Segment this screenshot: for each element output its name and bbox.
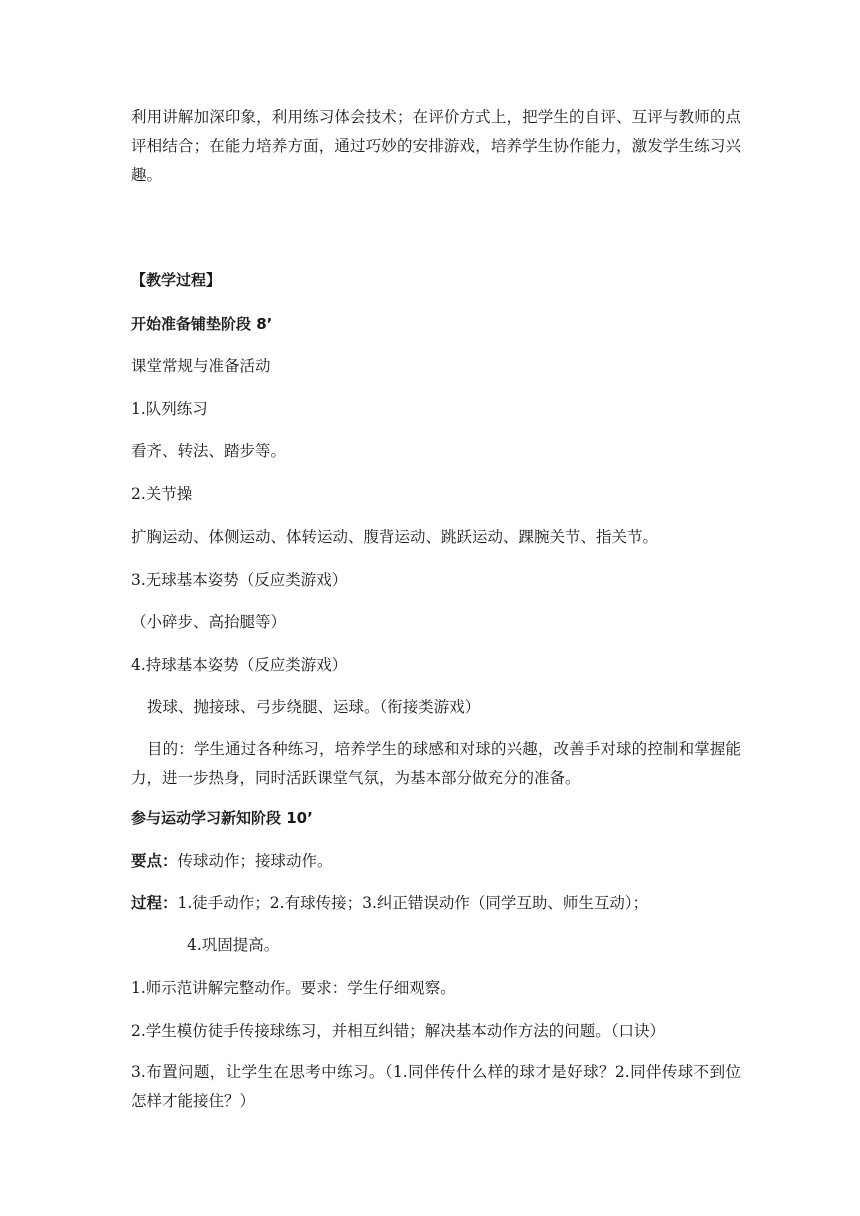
- item1-title: 1.队列练习: [131, 400, 208, 418]
- section-heading: 【教学过程】: [131, 271, 222, 289]
- item3-text: （小碎步、高抬腿等）: [131, 613, 287, 631]
- item1-text: 看齐、转法、踏步等。: [131, 442, 287, 460]
- process-text: 1.徒手动作；2.有球传接；3.纠正错误动作（同学互助、师生互动）；: [177, 894, 649, 912]
- step1: 1.师示范讲解完整动作。要求：学生仔细观察。: [131, 979, 456, 997]
- item2-title: 2.关节操: [131, 485, 193, 503]
- stage2-heading: 参与运动学习新知阶段 10’: [131, 809, 313, 827]
- stage1-heading: 开始准备铺垫阶段 8’: [131, 315, 273, 333]
- stage1-purpose: 目的：学生通过各种练习，培养学生的球感和对球的兴趣，改善手对球的控制和掌握能力，进一步热身，同时活跃课堂气氛，为基本部分做充分的准备。: [131, 740, 741, 787]
- process-line: [131, 893, 741, 913]
- item3-title: 3.无球基本姿势（反应类游戏）: [131, 571, 348, 589]
- process-line-2: 4.巩固提高。: [187, 936, 280, 954]
- item4-text: 拨球、抛接球、弓步绕腿、运球。（衔接类游戏）: [147, 698, 481, 716]
- process-label: 过程：: [131, 894, 178, 912]
- item4-title: 4.持球基本姿势（反应类游戏）: [131, 656, 348, 674]
- stage1-subtitle: 课堂常规与准备活动: [131, 357, 271, 375]
- key-label: 要点：: [131, 852, 178, 870]
- item2-text: 扩胸运动、体侧运动、体转运动、腹背运动、跳跃运动、踝腕关节、指关节。: [131, 528, 659, 546]
- intro-paragraph: 利用讲解加深印象，利用练习体会技术；在评价方式上，把学生的自评、互评与教师的点评相结合；在能力培养方面，通过巧妙的安排游戏，培养学生协作能力，激发学生练习兴趣。: [131, 108, 741, 184]
- step2: 2.学生模仿徒手传接球练习，并相互纠错；解决基本动作方法的问题。（口诀）: [131, 1022, 666, 1040]
- key-points: [131, 851, 741, 871]
- step3: 3.布置问题，让学生在思考中练习。（1.同伴传什么样的球才是好球？2.同伴传球不到位怎样才能接住？）: [131, 1063, 741, 1110]
- key-text: 传球动作；接球动作。: [177, 852, 333, 870]
